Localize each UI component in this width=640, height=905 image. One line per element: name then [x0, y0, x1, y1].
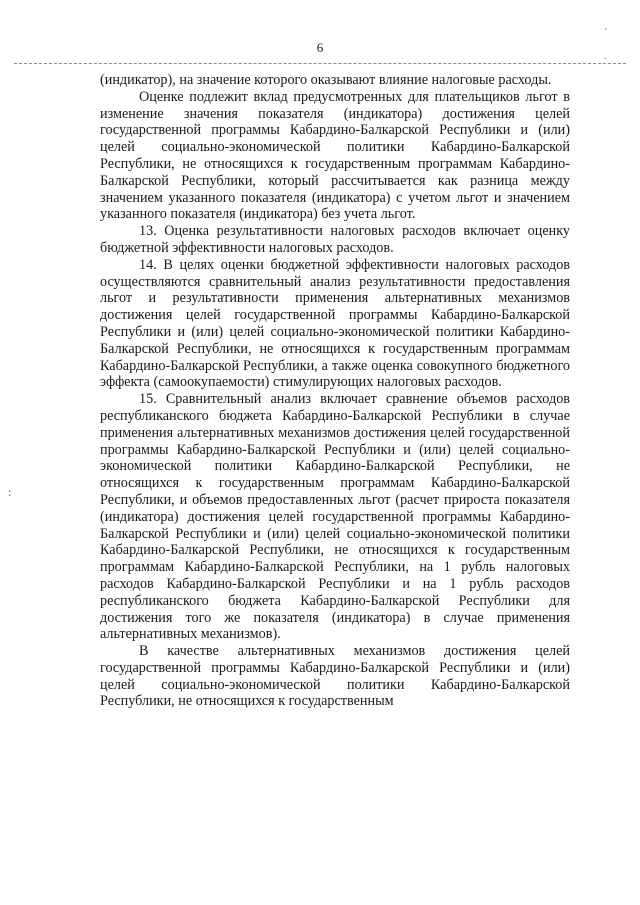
paragraph-item-13: 13. Оценка результативности налоговых расходов включает оценку бюджетной эффективности налоговых расходов. [100, 223, 570, 256]
paragraph-continuation: (индикатор), на значение которого оказывают влияние налоговые расходы. [100, 72, 552, 88]
scan-mark: . [604, 51, 607, 62]
paragraph-item-15: 15. Сравнительный анализ включает сравнение объемов расходов республиканского бюджета Кабардино-Балкарской Республики в случае применения альтернативных механизмов достижения целей государственной программы Кабардино-Балкарской Республики и (или) целей социально-экономической политики Кабардино-Балкарской Республики, не относящихся к государственным программам Кабардино-Балкарской Республики, и объемов предоставленных льгот (расчет прироста показателя (индикатора) достижения целей государственной программы Кабардино-Балкарской Республики и (или) целей социально-экономической политики Кабардино-Балкарской Республики, не относящихся к государственным программам Кабардино-Балкарской Республики, на 1 рубль налоговых расходов Кабардино-Балкарской Республики и на 1 рубль расходов республиканского бюджета Кабардино-Балкарской Республики для достижения того же показателя (индикатора) в случае применения альтернативных механизмов). [100, 391, 570, 643]
page-number: 6 [316, 40, 324, 55]
paragraph-contribution-assessment: Оценке подлежит вклад предусмотренных для плательщиков льгот в изменение значения показателя (индикатора) достижения целей государственной программы Кабардино-Балкарской Республики и (или) целей социально-экономической политики Кабардино-Балкарской Республики, не относящихся к государственным программам Кабардино-Балкарской Республики, который рассчитывается как разница между значением указанного показателя (индикатора) с учетом льгот и значением указанного показателя (индикатора) без учета льгот. [100, 88, 570, 223]
paragraph-alternative-mechanisms: В качестве альтернативных механизмов достижения целей государственной программы Кабардино-Балкарской Республики и (или) целей социально-экономической политики Кабардино-Балкарской Республики, не относящихся к государственным [100, 643, 570, 710]
binding-edge-mark: : [8, 485, 12, 499]
scan-mark: ' [605, 27, 607, 38]
paragraph-item-14: 14. В целях оценки бюджетной эффективности налоговых расходов осуществляются сравнительный анализ результативности предоставления льгот и результативности применения альтернативных механизмов достижения целей государственной программы Кабардино-Балкарской Республики и (или) целей социально-экономической политики Кабардино-Балкарской Республики, не относящихся к государственным программам Кабардино-Балкарской Республики, а также оценка совокупного бюджетного эффекта (самоокупаемости) стимулирующих налоговых расходов. [100, 256, 570, 391]
body-text [100, 72, 570, 710]
header-rule [14, 63, 626, 64]
